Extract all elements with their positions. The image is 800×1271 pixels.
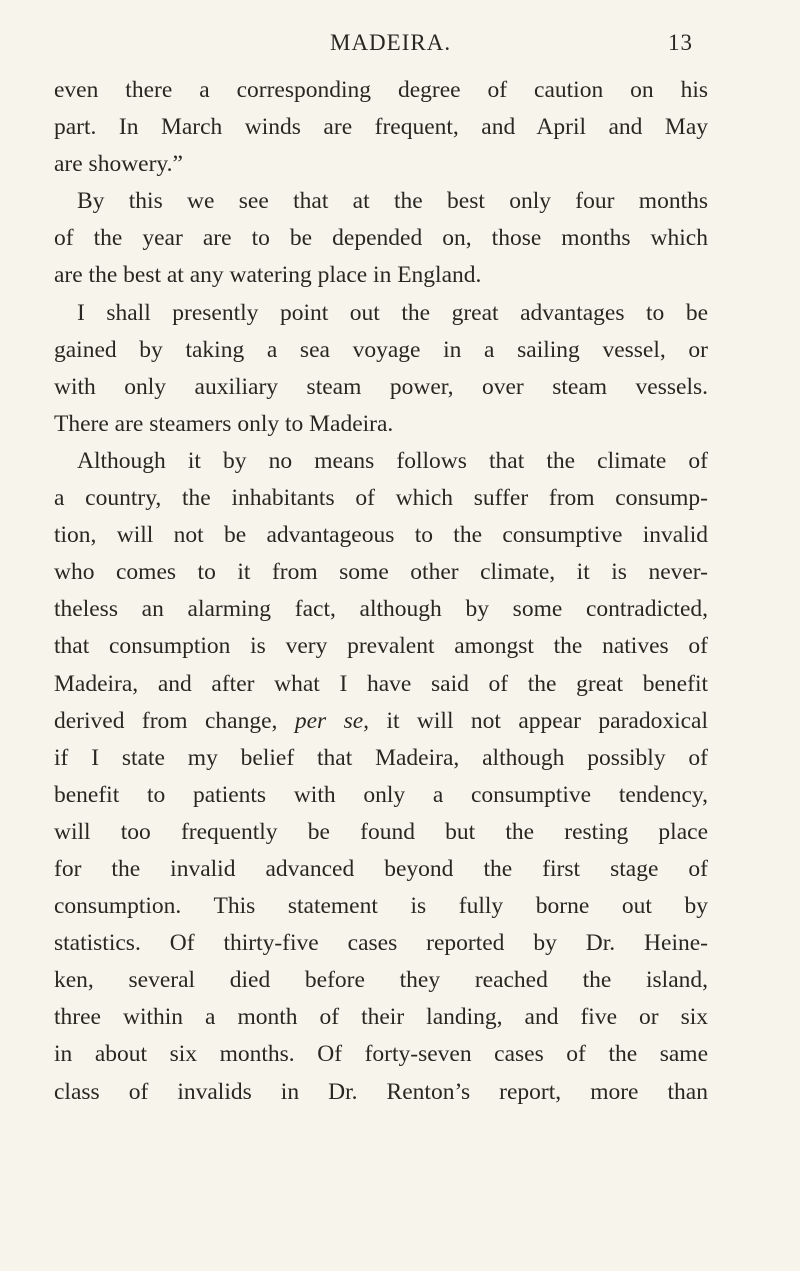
text-segment: derived from change, [54,707,295,734]
text-line: theless an alarming fact, although by some contradicted, [54,596,708,623]
text-line: There are steamers only to Madeira. [54,410,394,437]
text-line: benefit to patients with only a consumptive tendency, [54,781,708,808]
italic-phrase: per se, [294,707,370,734]
text-line: for the invalid advanced beyond the first stage of [54,855,708,882]
text-line: consumption. This statement is fully borne out by [54,893,708,920]
text-line: I shall presently point out the great advantages to be [77,299,708,326]
text-line: in about six months. Of forty-seven cases of the same [54,1041,708,1068]
text-line: By this we see that at the best only four months [77,188,708,215]
text-line: even there a corresponding degree of caution on his [54,77,708,103]
text-line: with only auxiliary steam power, over steam vessels. [54,373,708,400]
text-line: will too frequently be found but the resting place [54,818,708,845]
text-line: statistics. Of thirty-five cases reported by Dr. Heine- [54,930,708,957]
page-number: 13 [668,30,693,55]
text-line: if I state my belief that Madeira, although possibly of [54,744,708,771]
page-header [0,30,800,64]
text-line: tion, will not be advantageous to the consumptive invalid [54,522,708,549]
text-line: Although it by no means follows that the climate of [77,447,708,474]
text-line: that consumption is very prevalent amongst the natives of [54,633,708,660]
text-line: ken, several died before they reached the island, [54,967,708,994]
text-line: part. In March winds are frequent, and April and May [54,114,708,141]
text-line: are the best at any watering place in England. [54,262,482,289]
text-line: of the year are to be depended on, those months which [54,225,708,252]
text-line: Madeira, and after what I have said of the great benefit [54,670,708,697]
body-text [54,72,708,1111]
text-segment: it will not appear paradoxical [369,707,708,734]
running-title: MADEIRA. [330,30,452,55]
text-line: are showery.” [54,151,183,178]
text-line: three within a month of their landing, and five or six [54,1004,708,1031]
text-line [54,703,708,740]
text-line: class of invalids in Dr. Renton’s report, more than [54,1078,708,1105]
text-line: who comes to it from some other climate, it is never- [54,559,708,586]
text-line: a country, the inhabitants of which suffer from consump- [54,485,708,512]
text-line: gained by taking a sea voyage in a sailing vessel, or [54,336,708,363]
